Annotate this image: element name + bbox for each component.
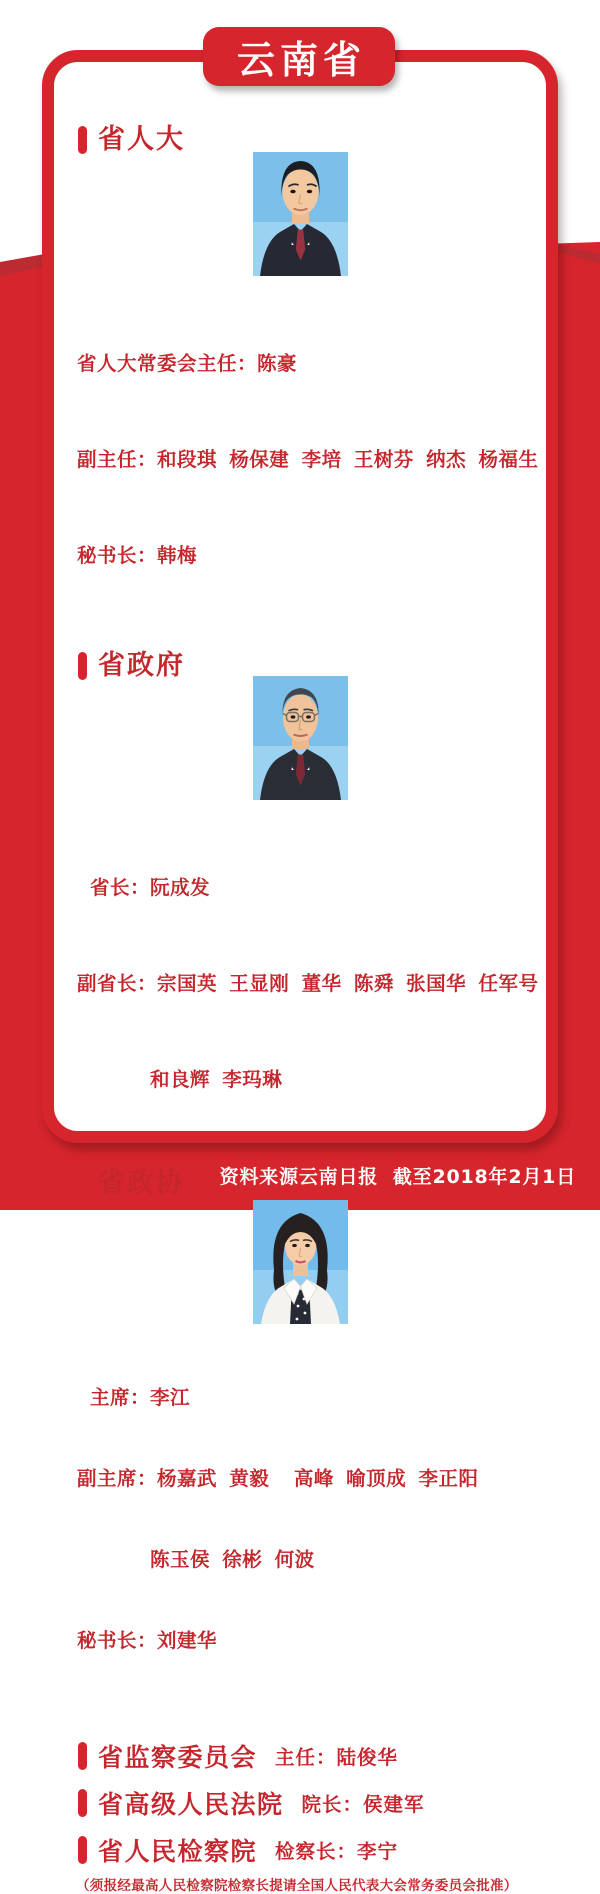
institution-role: 院长：侯建军 [301, 1793, 425, 1816]
province-title-banner [203, 27, 395, 86]
institution-procuratorate [78, 1832, 546, 1868]
officials-list [77, 284, 546, 636]
official-line: 副主任：和段琪 杨保建 李培 王树芬 纳杰 杨福生 [77, 448, 539, 471]
section-provincial-government [54, 648, 546, 1160]
official-line: 副省长：宗国英 王显刚 董华 陈舜 张国华 任军号 [77, 972, 539, 995]
section-peoples-congress [54, 122, 546, 636]
male-official-portrait-icon [253, 152, 348, 276]
institution-role: 检察长：李宁 [275, 1840, 399, 1863]
section-title: 省人大 [98, 124, 185, 155]
province-title: 云南省 [236, 38, 366, 82]
institution-title: 省人民检察院 [98, 1837, 258, 1866]
section-marker-icon [78, 1836, 87, 1864]
section-marker-icon [78, 1742, 87, 1770]
institution-role: 主任：陆俊华 [275, 1746, 399, 1769]
official-line: 秘书长：韩梅 [77, 544, 198, 567]
section-marker-icon [78, 1170, 87, 1198]
officials-list [77, 1330, 546, 1708]
institution-high-court [78, 1785, 546, 1821]
institution-title: 省监察委员会 [98, 1743, 258, 1772]
official-line: 主席：李江 [90, 1386, 191, 1409]
section-marker-icon [78, 652, 87, 680]
section-marker-icon [78, 126, 87, 154]
section-title: 省政府 [98, 650, 185, 681]
official-line: 和良辉 李玛琳 [150, 1068, 283, 1091]
official-line: 省人大常委会主任：陈豪 [77, 352, 298, 375]
section-cppcc [54, 1166, 546, 1708]
source-note: 资料来源云南日报 截至2018年2月1日 [219, 1166, 576, 1188]
official-line: 省长：阮成发 [90, 876, 211, 899]
approval-note: （须报经最高人民检察院检察长提请全国人民代表大会常务委员会批准） [76, 1878, 518, 1894]
official-line: 秘书长：刘建华 [77, 1629, 218, 1652]
institution-supervisory-commission [78, 1738, 546, 1774]
section-marker-icon [78, 1789, 87, 1817]
section-title: 省政协 [98, 1168, 185, 1199]
officials-list [77, 808, 546, 1160]
female-official-portrait-icon [253, 1200, 348, 1324]
official-line: 陈玉侯 徐彬 何波 [150, 1548, 315, 1571]
male-official-glasses-portrait-icon [253, 676, 348, 800]
official-line: 副主席：杨嘉武 黄毅 高峰 喻顶成 李正阳 [77, 1467, 479, 1490]
institution-title: 省高级人民法院 [98, 1790, 284, 1819]
